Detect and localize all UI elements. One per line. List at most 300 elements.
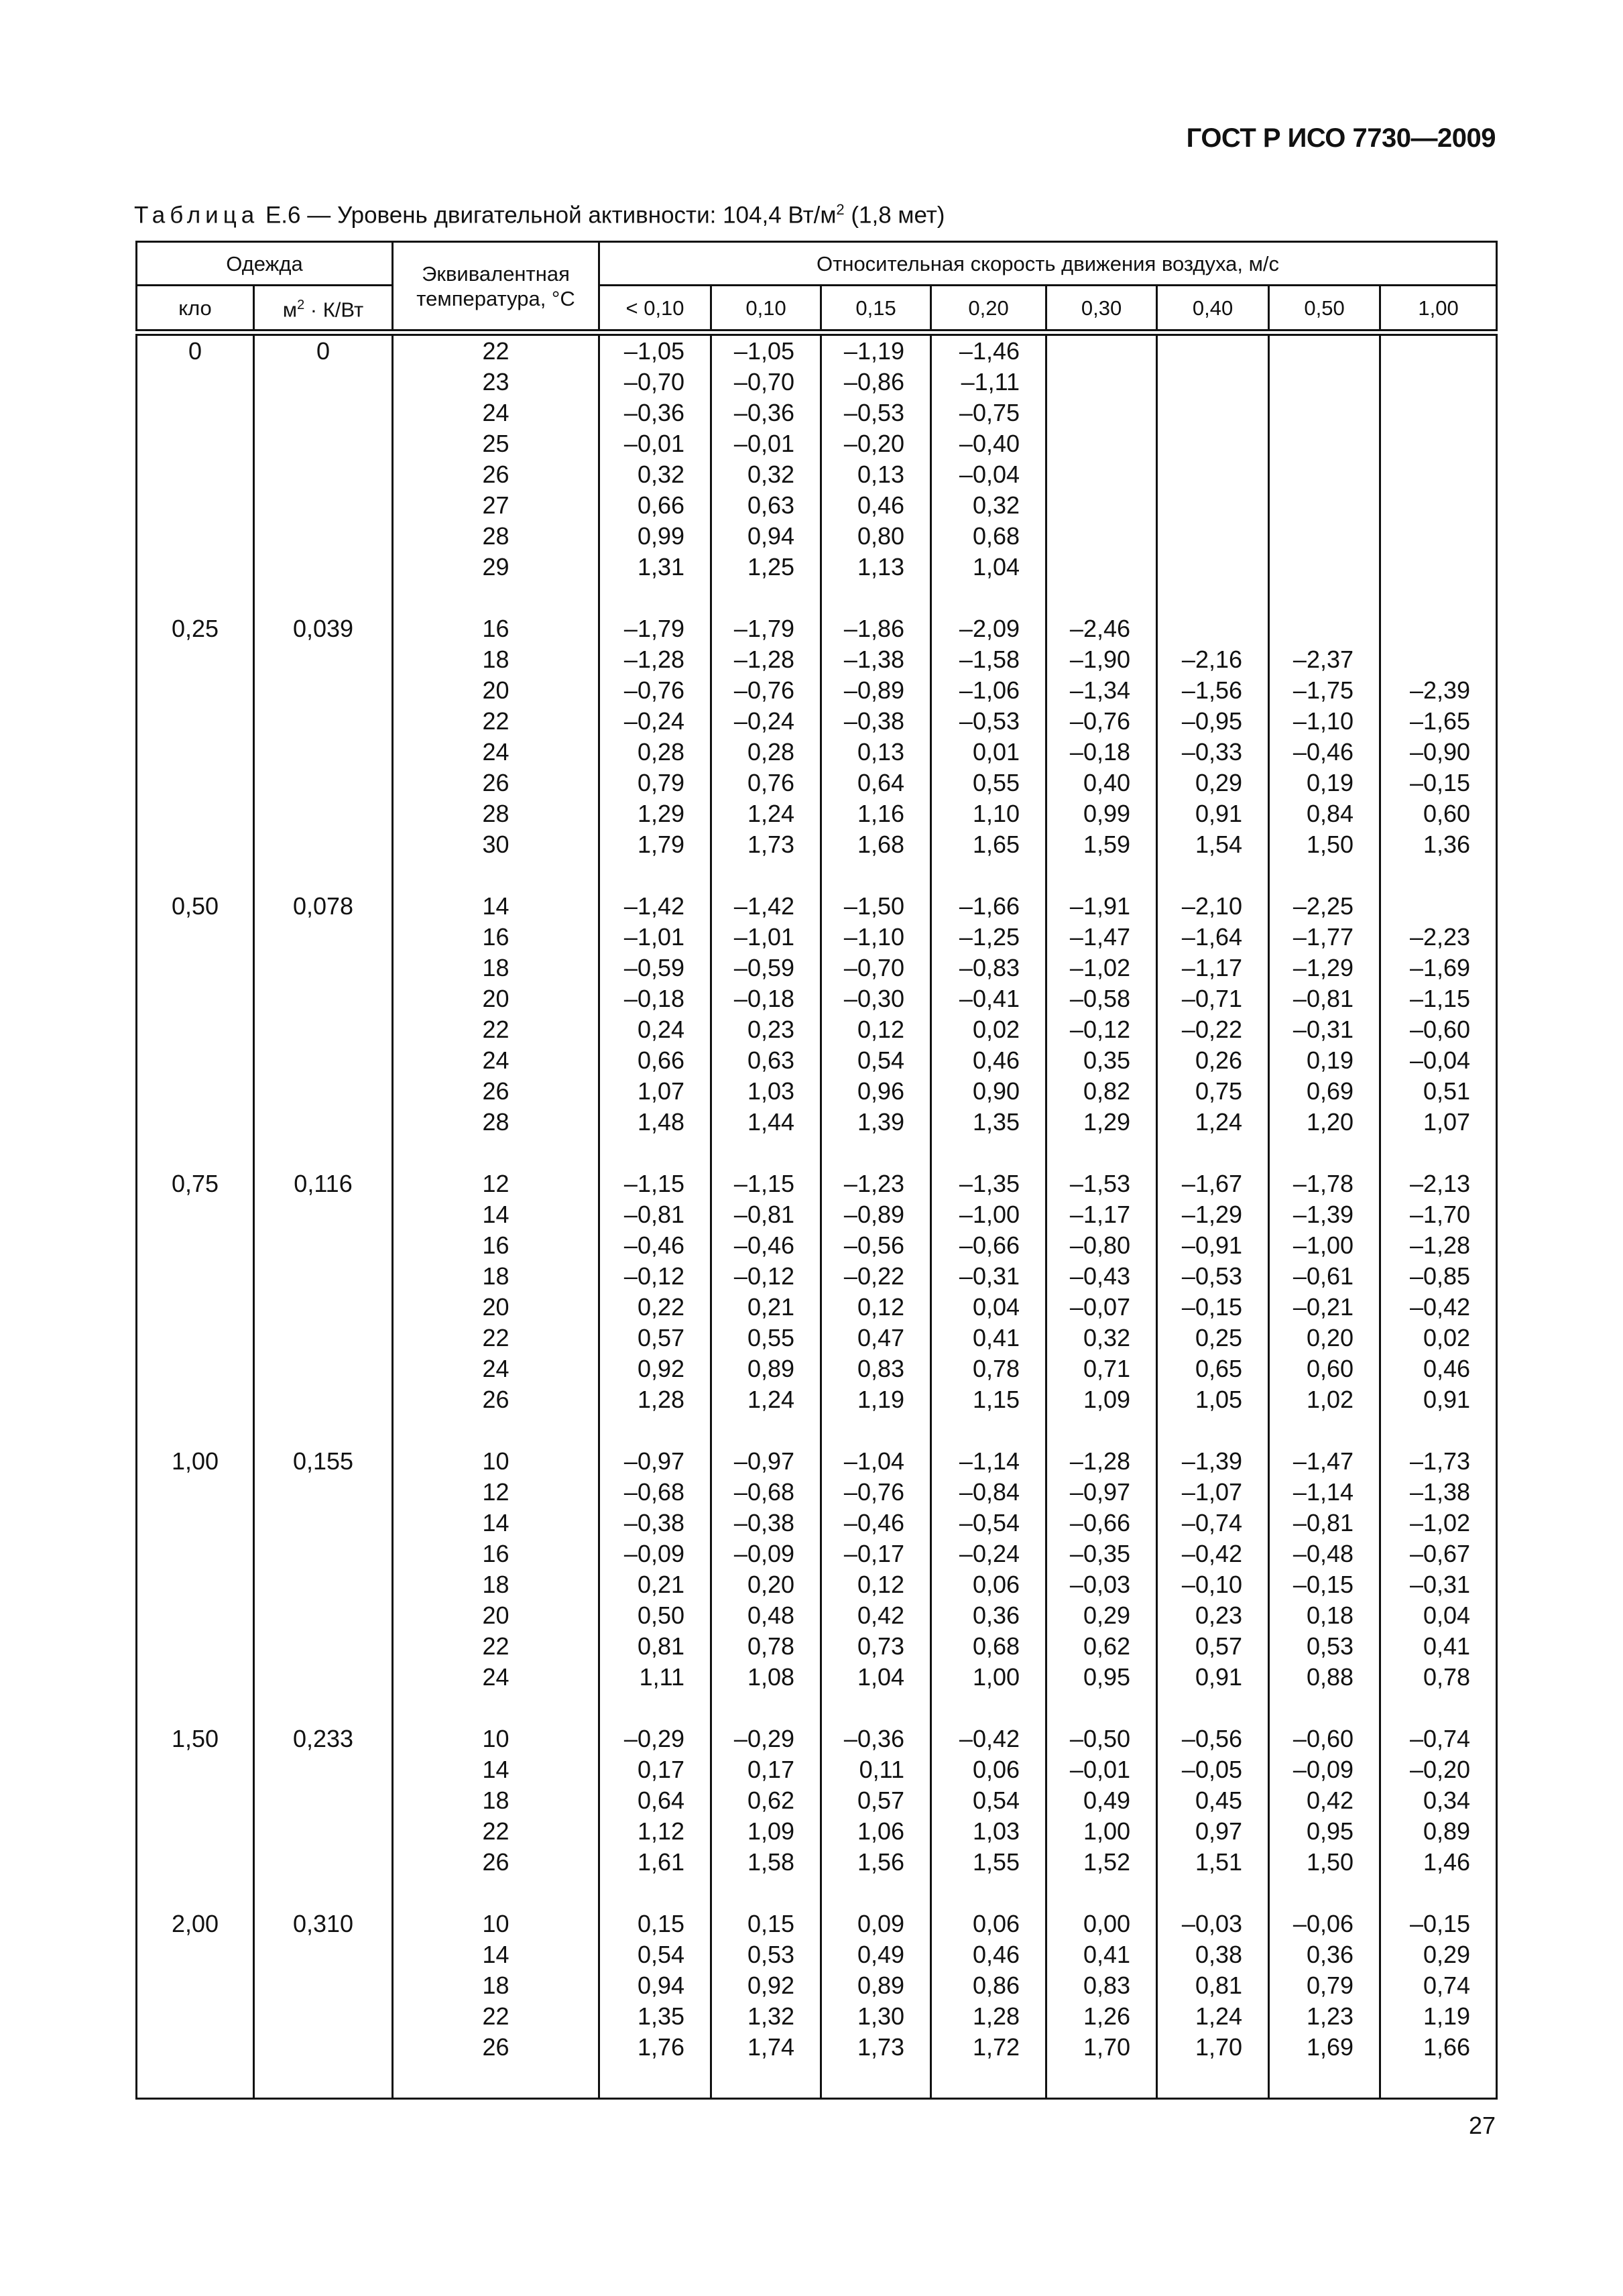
temperature-cell: 16: [393, 1538, 599, 1569]
pmv-cell: 0,22: [599, 1292, 711, 1323]
pmv-cell: –0,17: [821, 1538, 931, 1569]
temperature-cell: 18: [393, 1261, 599, 1292]
pmv-cell: 0,66: [599, 1045, 711, 1076]
pmv-cell: 1,29: [1046, 1107, 1157, 1138]
pmv-cell: 1,76: [599, 2032, 711, 2063]
pmv-cell: 0,60: [1269, 1353, 1380, 1384]
pmv-cell: [1046, 459, 1157, 490]
pmv-cell: –0,71: [1157, 983, 1269, 1014]
table-row: [137, 737, 1497, 768]
pmv-cell: –0,22: [821, 1261, 931, 1292]
pmv-cell: 0,92: [599, 1353, 711, 1384]
temperature-cell: 16: [393, 613, 599, 644]
pmv-cell: [1380, 398, 1497, 428]
table-row: [137, 1847, 1497, 1878]
pmv-cell: –0,53: [821, 398, 931, 428]
pmv-cell: 0,95: [1269, 1816, 1380, 1847]
pmv-cell: –0,70: [711, 367, 821, 398]
table-row: [137, 2001, 1497, 2032]
pmv-cell: 1,07: [599, 1076, 711, 1107]
m2kw-cell: [254, 1939, 393, 1970]
temperature-cell: 26: [393, 459, 599, 490]
pmv-cell: 0,83: [1046, 1970, 1157, 2001]
pmv-cell: [1269, 613, 1380, 644]
clo-cell: [137, 1538, 254, 1569]
pmv-cell: –0,80: [1046, 1230, 1157, 1261]
pmv-cell: 0,60: [1380, 798, 1497, 829]
pmv-cell: [1046, 428, 1157, 459]
pmv-cell: 0,19: [1269, 768, 1380, 798]
pmv-cell: 0,41: [1380, 1631, 1497, 1662]
temperature-cell: 27: [393, 490, 599, 521]
table-row: [137, 1014, 1497, 1045]
pmv-cell: –0,74: [1157, 1508, 1269, 1538]
pmv-cell: 0,81: [599, 1631, 711, 1662]
m2kw-cell: [254, 1785, 393, 1816]
pmv-cell: 1,24: [1157, 1107, 1269, 1138]
m2kw-cell: [254, 1199, 393, 1230]
pmv-cell: 0,45: [1157, 1785, 1269, 1816]
temperature-cell: 20: [393, 1292, 599, 1323]
temperature-cell: 10: [393, 1724, 599, 1754]
table-row: [137, 1939, 1497, 1970]
pmv-cell: 1,70: [1157, 2032, 1269, 2063]
pmv-cell: –1,29: [1157, 1199, 1269, 1230]
pmv-cell: 0,54: [821, 1045, 931, 1076]
pmv-cell: 0,46: [821, 490, 931, 521]
pmv-cell: 0,74: [1380, 1970, 1497, 2001]
pmv-cell: –0,81: [1269, 1508, 1380, 1538]
group-separator: [137, 1138, 1497, 1168]
clo-unit-header: кло: [137, 286, 254, 333]
table-row: [137, 1384, 1497, 1415]
table-row: [137, 922, 1497, 953]
pmv-cell: –0,58: [1046, 983, 1157, 1014]
pmv-cell: –0,35: [1046, 1538, 1157, 1569]
pmv-cell: –0,36: [599, 398, 711, 428]
clo-cell: [137, 490, 254, 521]
pmv-cell: 1,19: [821, 1384, 931, 1415]
clo-cell: [137, 983, 254, 1014]
pmv-cell: 0,06: [931, 1569, 1046, 1600]
pmv-cell: –1,58: [931, 644, 1046, 675]
pmv-cell: 0,95: [1046, 1662, 1157, 1693]
m2kw-cell: [254, 1569, 393, 1600]
pmv-cell: –0,68: [711, 1477, 821, 1508]
clo-cell: [137, 1600, 254, 1631]
table-row: [137, 1353, 1497, 1384]
pmv-cell: 1,28: [931, 2001, 1046, 2032]
pmv-cell: 1,25: [711, 552, 821, 583]
pmv-cell: 0,65: [1157, 1353, 1269, 1384]
pmv-cell: –2,23: [1380, 922, 1497, 953]
pmv-cell: –0,54: [931, 1508, 1046, 1538]
pmv-cell: –1,50: [821, 891, 931, 922]
pmv-cell: –0,01: [711, 428, 821, 459]
pmv-cell: 0,36: [931, 1600, 1046, 1631]
clo-cell: [137, 1199, 254, 1230]
m2kw-cell: [254, 1754, 393, 1785]
pmv-cell: –0,10: [1157, 1569, 1269, 1600]
pmv-cell: 1,35: [599, 2001, 711, 2032]
pmv-cell: [1046, 333, 1157, 367]
pmv-cell: 1,03: [931, 1816, 1046, 1847]
pmv-cell: –1,10: [821, 922, 931, 953]
pmv-cell: –0,76: [599, 675, 711, 706]
m2kw-cell: 0,039: [254, 613, 393, 644]
pmv-cell: 0,94: [599, 1970, 711, 2001]
table-row: [137, 1816, 1497, 1847]
table-row: [137, 1785, 1497, 1816]
m2kw-cell: 0,155: [254, 1446, 393, 1477]
pmv-cell: –1,66: [931, 891, 1046, 922]
pmv-cell: –1,11: [931, 367, 1046, 398]
clo-cell: [137, 1292, 254, 1323]
pmv-cell: 0,63: [711, 490, 821, 521]
pmv-cell: –1,34: [1046, 675, 1157, 706]
m2kw-cell: [254, 922, 393, 953]
table-row: [137, 675, 1497, 706]
pmv-cell: 0,41: [931, 1323, 1046, 1353]
clo-cell: [137, 2032, 254, 2063]
pmv-cell: 1,68: [821, 829, 931, 860]
air-speed-column-header: 0,40: [1157, 286, 1269, 333]
pmv-cell: –0,18: [711, 983, 821, 1014]
pmv-cell: 1,00: [931, 1662, 1046, 1693]
pmv-cell: 1,05: [1157, 1384, 1269, 1415]
pmv-cell: 0,04: [931, 1292, 1046, 1323]
table-row: [137, 428, 1497, 459]
pmv-cell: –1,15: [1380, 983, 1497, 1014]
pmv-cell: –0,83: [931, 953, 1046, 983]
m2kw-cell: [254, 398, 393, 428]
table-row: [137, 798, 1497, 829]
pmv-cell: –1,64: [1157, 922, 1269, 953]
pmv-cell: 1,02: [1269, 1384, 1380, 1415]
pmv-cell: –2,46: [1046, 613, 1157, 644]
pmv-cell: –0,12: [1046, 1014, 1157, 1045]
pmv-cell: –1,67: [1157, 1168, 1269, 1199]
pmv-cell: [1380, 428, 1497, 459]
m2kw-unit-prefix: м: [282, 298, 298, 322]
temperature-cell: 28: [393, 1107, 599, 1138]
pmv-cell: –0,09: [711, 1538, 821, 1569]
pmv-cell: 0,12: [821, 1014, 931, 1045]
pmv-cell: 0,86: [931, 1970, 1046, 2001]
temperature-cell: 22: [393, 1014, 599, 1045]
table-row: [137, 1477, 1497, 1508]
pmv-cell: 0,25: [1157, 1323, 1269, 1353]
pmv-cell: 1,69: [1269, 2032, 1380, 2063]
pmv-cell: 0,64: [599, 1785, 711, 1816]
temperature-cell: 18: [393, 1785, 599, 1816]
pmv-cell: [1157, 459, 1269, 490]
group-separator: [137, 1415, 1497, 1446]
pmv-cell: –1,00: [931, 1199, 1046, 1230]
temperature-cell: 25: [393, 428, 599, 459]
pmv-cell: 0,17: [599, 1754, 711, 1785]
pmv-cell: [1046, 521, 1157, 552]
temperature-cell: 14: [393, 891, 599, 922]
clo-cell: 0,25: [137, 613, 254, 644]
pmv-cell: 1,03: [711, 1076, 821, 1107]
pmv-cell: 1,31: [599, 552, 711, 583]
m2kw-cell: [254, 1631, 393, 1662]
pmv-cell: 0,40: [1046, 768, 1157, 798]
m2kw-cell: [254, 1076, 393, 1107]
pmv-cell: –0,76: [711, 675, 821, 706]
temperature-cell: 26: [393, 1076, 599, 1107]
air-speed-column-header: 1,00: [1380, 286, 1497, 333]
pmv-cell: 0,96: [821, 1076, 931, 1107]
temperature-cell: 22: [393, 1816, 599, 1847]
pmv-cell: –0,67: [1380, 1538, 1497, 1569]
m2kw-cell: [254, 552, 393, 583]
pmv-cell: –0,24: [599, 706, 711, 737]
pmv-cell: –1,39: [1157, 1446, 1269, 1477]
clo-cell: [137, 1323, 254, 1353]
m2kw-cell: [254, 1045, 393, 1076]
m2kw-cell: [254, 1384, 393, 1415]
pmv-cell: 0,15: [599, 1909, 711, 1939]
air-speed-column-header: 0,30: [1046, 286, 1157, 333]
pmv-cell: –1,90: [1046, 644, 1157, 675]
air-speed-column-header: < 0,10: [599, 286, 711, 333]
m2kw-cell: [254, 1230, 393, 1261]
m2kw-cell: [254, 798, 393, 829]
pmv-cell: –1,15: [599, 1168, 711, 1199]
table-row: [137, 1045, 1497, 1076]
pmv-cell: –0,85: [1380, 1261, 1497, 1292]
table-row: [137, 1107, 1497, 1138]
temperature-cell: 26: [393, 1384, 599, 1415]
clo-cell: 1,50: [137, 1724, 254, 1754]
temperature-cell: 22: [393, 2001, 599, 2032]
pmv-cell: 0,89: [821, 1970, 931, 2001]
pmv-cell: 1,10: [931, 798, 1046, 829]
clo-cell: [137, 1353, 254, 1384]
pmv-cell: –0,76: [821, 1477, 931, 1508]
table-row: [137, 1662, 1497, 1693]
pmv-cell: [1269, 552, 1380, 583]
clo-cell: [137, 829, 254, 860]
temperature-cell: 26: [393, 768, 599, 798]
m2kw-cell: [254, 2001, 393, 2032]
m2kw-cell: [254, 953, 393, 983]
pmv-cell: –0,81: [1269, 983, 1380, 1014]
pmv-cell: 0,90: [931, 1076, 1046, 1107]
pmv-cell: 0,79: [1269, 1970, 1380, 2001]
pmv-cell: 0,06: [931, 1909, 1046, 1939]
pmv-cell: –0,70: [599, 367, 711, 398]
pmv-cell: –0,03: [1157, 1909, 1269, 1939]
m2kw-cell: [254, 983, 393, 1014]
pmv-cell: [1380, 333, 1497, 367]
pmv-cell: –1,14: [931, 1446, 1046, 1477]
pmv-cell: –1,02: [1046, 953, 1157, 983]
pmv-cell: –1,15: [711, 1168, 821, 1199]
pmv-cell: 1,09: [711, 1816, 821, 1847]
pmv-cell: 0,09: [821, 1909, 931, 1939]
pmv-cell: 0,94: [711, 521, 821, 552]
pmv-cell: 1,00: [1046, 1816, 1157, 1847]
pmv-cell: 0,80: [821, 521, 931, 552]
temperature-cell: 14: [393, 1508, 599, 1538]
temperature-cell: 12: [393, 1168, 599, 1199]
m2kw-cell: [254, 1970, 393, 2001]
pmv-cell: –0,59: [711, 953, 821, 983]
pmv-cell: –0,31: [1380, 1569, 1497, 1600]
pmv-cell: –1,07: [1157, 1477, 1269, 1508]
pmv-cell: 0,66: [599, 490, 711, 521]
table-row: [137, 552, 1497, 583]
pmv-cell: –0,03: [1046, 1569, 1157, 1600]
m2kw-unit-suffix: · К/Вт: [304, 298, 364, 322]
pmv-cell: –1,01: [711, 922, 821, 953]
pmv-cell: 0,91: [1157, 1662, 1269, 1693]
pmv-cell: [1380, 613, 1497, 644]
pmv-cell: –0,41: [931, 983, 1046, 1014]
pmv-cell: –1,04: [821, 1446, 931, 1477]
temperature-cell: 24: [393, 737, 599, 768]
pmv-cell: –0,38: [711, 1508, 821, 1538]
pmv-cell: –0,46: [711, 1230, 821, 1261]
table-row: [137, 1446, 1497, 1477]
table-row: [137, 1292, 1497, 1323]
pmv-cell: –0,38: [599, 1508, 711, 1538]
pmv-cell: –0,06: [1269, 1909, 1380, 1939]
pmv-cell: –0,97: [1046, 1477, 1157, 1508]
clo-cell: 1,00: [137, 1446, 254, 1477]
pmv-cell: –1,47: [1269, 1446, 1380, 1477]
pmv-cell: –0,36: [821, 1724, 931, 1754]
pmv-cell: –0,75: [931, 398, 1046, 428]
pmv-cell: –0,66: [1046, 1508, 1157, 1538]
pmv-cell: [1269, 367, 1380, 398]
pmv-cell: –1,02: [1380, 1508, 1497, 1538]
pmv-cell: 0,54: [599, 1939, 711, 1970]
pmv-cell: –1,10: [1269, 706, 1380, 737]
page-number: 27: [1468, 2112, 1496, 2139]
pmv-cell: –0,29: [599, 1724, 711, 1754]
pmv-cell: –1,77: [1269, 922, 1380, 953]
pmv-cell: 0,00: [1046, 1909, 1157, 1939]
m2kw-unit-header: [254, 286, 393, 333]
pmv-cell: 0,62: [1046, 1631, 1157, 1662]
temperature-cell: 22: [393, 1631, 599, 1662]
pmv-cell: –0,46: [1269, 737, 1380, 768]
pmv-cell: 1,13: [821, 552, 931, 583]
pmv-cell: 0,68: [931, 1631, 1046, 1662]
pmv-cell: 0,78: [711, 1631, 821, 1662]
temperature-cell: 22: [393, 1323, 599, 1353]
pmv-cell: 0,99: [1046, 798, 1157, 829]
pmv-cell: 0,78: [931, 1353, 1046, 1384]
pmv-cell: –0,46: [821, 1508, 931, 1538]
pmv-cell: [1046, 552, 1157, 583]
temperature-cell: 30: [393, 829, 599, 860]
pmv-cell: 0,57: [599, 1323, 711, 1353]
temperature-cell: 24: [393, 1662, 599, 1693]
pmv-cell: 0,53: [711, 1939, 821, 1970]
pmv-cell: 0,34: [1380, 1785, 1497, 1816]
pmv-cell: –0,59: [599, 953, 711, 983]
pmv-cell: 0,79: [599, 768, 711, 798]
pmv-cell: –1,06: [931, 675, 1046, 706]
pmv-cell: –1,28: [711, 644, 821, 675]
pmv-cell: –0,09: [599, 1538, 711, 1569]
air-speed-column-header: 0,20: [931, 286, 1046, 333]
pmv-cell: 1,73: [711, 829, 821, 860]
pmv-cell: 1,73: [821, 2032, 931, 2063]
pmv-cell: –0,01: [599, 428, 711, 459]
temperature-cell: 28: [393, 521, 599, 552]
pmv-cell: 1,24: [711, 1384, 821, 1415]
pmv-cell: –1,01: [599, 922, 711, 953]
table-row: [137, 1508, 1497, 1538]
pmv-cell: –1,29: [1269, 953, 1380, 983]
table-row: [137, 706, 1497, 737]
pmv-cell: –1,53: [1046, 1168, 1157, 1199]
pmv-cell: 1,44: [711, 1107, 821, 1138]
pmv-cell: 0,24: [599, 1014, 711, 1045]
pmv-cell: –2,10: [1157, 891, 1269, 922]
pmv-cell: 1,59: [1046, 829, 1157, 860]
pmv-cell: –0,15: [1380, 1909, 1497, 1939]
temperature-cell: 16: [393, 1230, 599, 1261]
pmv-cell: –0,76: [1046, 706, 1157, 737]
clo-cell: [137, 1785, 254, 1816]
clo-cell: [137, 1014, 254, 1045]
pmv-cell: 0,89: [1380, 1816, 1497, 1847]
pmv-cell: –0,12: [711, 1261, 821, 1292]
pmv-cell: 0,57: [1157, 1631, 1269, 1662]
pmv-cell: 0,57: [821, 1785, 931, 1816]
m2kw-cell: [254, 2032, 393, 2063]
table-row: [137, 1754, 1497, 1785]
temperature-cell: 18: [393, 644, 599, 675]
pmv-cell: 1,66: [1380, 2032, 1497, 2063]
pmv-cell: –0,56: [821, 1230, 931, 1261]
pmv-cell: [1157, 613, 1269, 644]
pmv-cell: –0,81: [599, 1199, 711, 1230]
pmv-cell: –0,43: [1046, 1261, 1157, 1292]
table-row: [137, 613, 1497, 644]
pmv-cell: [1046, 367, 1157, 398]
temperature-cell: 10: [393, 1909, 599, 1939]
clo-cell: [137, 1477, 254, 1508]
pmv-cell: 0,99: [599, 521, 711, 552]
clo-cell: [137, 2001, 254, 2032]
pmv-cell: 1,19: [1380, 2001, 1497, 2032]
pmv-cell: [1157, 428, 1269, 459]
pmv-cell: –0,84: [931, 1477, 1046, 1508]
clo-cell: [137, 768, 254, 798]
pmv-cell: 1,23: [1269, 2001, 1380, 2032]
pmv-cell: 0,19: [1269, 1045, 1380, 1076]
pmv-cell: –0,40: [931, 428, 1046, 459]
pmv-cell: [1157, 333, 1269, 367]
pmv-cell: 0,20: [1269, 1323, 1380, 1353]
table-row: [137, 983, 1497, 1014]
pmv-cell: –0,50: [1046, 1724, 1157, 1754]
pmv-cell: –0,04: [1380, 1045, 1497, 1076]
pmv-cell: [1380, 490, 1497, 521]
table-bottom: [137, 2063, 1497, 2099]
m2kw-cell: [254, 1600, 393, 1631]
pmv-cell: –1,28: [1046, 1446, 1157, 1477]
table-row: [137, 1199, 1497, 1230]
